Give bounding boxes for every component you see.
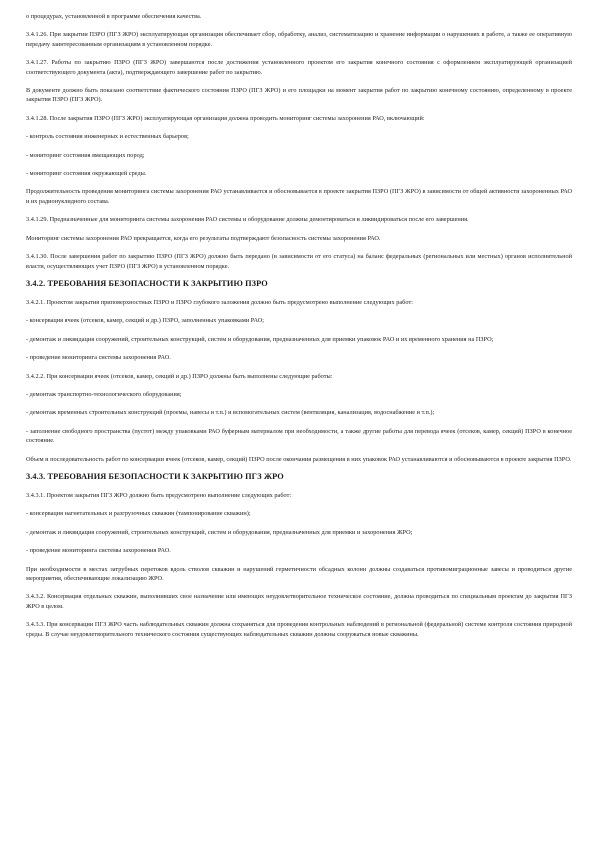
list-item-monitoring: - проведение мониторинга системы захоронения РАО. bbox=[26, 354, 171, 362]
list-item-dismantling: - демонтаж и ликвидация сооружений, строительных конструкций, систем и оборудования, предназначенных для приемки упаковок РАО и их временного хранения на ПЗРО; bbox=[26, 335, 494, 343]
paragraph-monitoring-end: Мониторинг системы захоронения РАО прекращается, когда его результаты подтверждают безопасность системы захоронения РАО. bbox=[26, 234, 381, 242]
paragraph-continuation: о процедурах, установленной в программе обеспечения качества. bbox=[26, 13, 202, 20]
paragraph-3-4-3-1: 3.4.3.1. Проектом закрытия ПГЗ ЖРО должно быть предусмотрено выполнение следующих работ: bbox=[26, 491, 292, 499]
list-item-well-conservation: - консервация нагнетательных и разгрузочных скважин (тампонирование скважин); bbox=[26, 510, 251, 518]
paragraph-3-4-2-1: 3.4.2.1. Проектом закрытия приповерхностных ПЗРО и ПЗРО глубокого заложения должно быть предусмотрено выполнение следующих работ: bbox=[26, 298, 413, 306]
paragraph-3-4-1-26: 3.4.1.26. При закрытии ПЗРО (ПГЗ ЖРО) эксплуатирующая организация обеспечивает сбор, обработку, анализ, систематизацию и хранение информации о нарушениях в работе, а также ее оперативную передачу заинтересованным организациям в установленном порядке. bbox=[26, 31, 572, 48]
list-item-transport-equipment: - демонтаж транспортно-технологического оборудования; bbox=[26, 390, 182, 398]
list-item-liquid-monitoring: - проведение мониторинга системы захоронения РАО. bbox=[26, 547, 171, 555]
list-item-temporary-structures: - демонтаж временных строительных конструкций (проемы, навесы и т.п.) и вспомогательных систем (вентиляция, канализация, водоснабжение и т.п.); bbox=[26, 409, 435, 417]
paragraph-3-4-2-2: 3.4.2.2. При консервации ячеек (отсеков, камер, секций и др.) ПЗРО должны быть выполнены следующие работы: bbox=[26, 372, 333, 380]
section-heading-3-4-3: 3.4.3. ТРЕБОВАНИЯ БЕЗОПАСНОСТИ К ЗАКРЫТИЮ ПГЗ ЖРО bbox=[26, 471, 284, 481]
paragraph-migration-barriers: При необходимости в местах затрубных перетоков вдоль стволов скважин и нарушений герметичности обсадных колонн должны создаваться противомиграционные завесы и проводиться другие мероприятия, обеспечивающие локализацию ЖРО. bbox=[26, 565, 572, 582]
paragraph-3-4-3-3: 3.4.3.3. При консервации ПГЗ ЖРО часть наблюдательных скважин должна сохраняться для проведения контрольных наблюдений в региональной (федеральной) системе контроля состояния природной среды. В случае неудовлетворительного технического состояния существующих наблюдательных скважин должны сооружаться новые скважины. bbox=[26, 621, 572, 638]
list-item-void-filling: - заполнение свободного пространства (пустот) между упаковками РАО буферным материалом при необходимости, а также другие работы для перевода ячеек (отсеков, камер, секций) ПЗРО в конечное состояние. bbox=[26, 427, 572, 445]
paragraph-conservation-scope: Объем и последовательность работ по консервации ячеек (отсеков, камер, секций) ПЗРО после окончания размещения в них упаковок РАО устанавливаются и обосновываются в проекте закрытия ПЗРО. bbox=[26, 455, 572, 463]
paragraph-monitoring-duration: Продолжительность проведения мониторинга системы захоронения РАО устанавливается и обосновывается в проекте закрытия ПЗРО (ПГЗ ЖРО) в зависимости от общей активности захороненных РАО и их радионуклидного состава. bbox=[26, 188, 572, 205]
paragraph-document-conformity: В документе должно быть показано соответствие фактического состояния ПЗРО (ПГЗ ЖРО) и его площадки на момент закрытия работ по закрытию конечному состоянию, определенному в проекте закрытия ПЗРО (ПГЗ ЖРО). bbox=[26, 87, 572, 104]
list-item-cell-conservation: - консервация ячеек (отсеков, камер, секций и др.) ПЗРО, заполненных упаковками РАО; bbox=[26, 317, 264, 325]
paragraph-3-4-3-2: 3.4.3.2. Консервация отдельных скважин, выполнивших свое назначение или имеющих неудовлетворительное техническое состояние, должна проводиться по специальным проектам до закрытия ПГЗ ЖРО в целом. bbox=[26, 593, 572, 610]
list-item-environment: - мониторинг состояния окружающей среды. bbox=[26, 170, 147, 178]
paragraph-3-4-1-27: 3.4.1.27. Работы по закрытию ПЗРО (ПГЗ ЖРО) завершаются после достижения установленного проектом его закрытия конечного состояния с оформлением эксплуатирующей организацией соответствующего документа (акта), подтверждающего завершение работ по закрытию. bbox=[26, 59, 572, 76]
paragraph-3-4-1-28: 3.4.1.28. После закрытия ПЗРО (ПГЗ ЖРО) эксплуатирующая организация должна проводить мониторинг системы захоронения РАО, включающий: bbox=[26, 114, 425, 122]
section-heading-3-4-2: 3.4.2. ТРЕБОВАНИЯ БЕЗОПАСНОСТИ К ЗАКРЫТИЮ ПЗРО bbox=[26, 278, 268, 288]
list-item-liquid-dismantling: - демонтаж и ликвидация сооружений, строительных конструкций, систем и оборудования, предназначенных для приемки и захоронения ЖРО; bbox=[26, 528, 413, 536]
paragraph-3-4-1-29: 3.4.1.29. Предназначенные для мониторинга системы захоронения РАО системы и оборудование должны демонтироваться и ликвидироваться после его завершения. bbox=[26, 216, 469, 224]
list-item-host-rocks: - мониторинг состояния вмещающих пород; bbox=[26, 151, 145, 159]
paragraph-3-4-1-30: 3.4.1.30. После завершения работ по закрытию ПЗРО (ПГЗ ЖРО) должно быть передано (в зависимости от его статуса) на баланс федеральных (региональных или местных) органов исполнительной власти, осуществляющих учет ПЗРО (ПГЗ ЖРО) в установленном порядке. bbox=[26, 253, 572, 270]
document-page bbox=[26, 12, 572, 648]
list-item-barriers: - контроль состояния инженерных и естественных барьеров; bbox=[26, 133, 189, 141]
